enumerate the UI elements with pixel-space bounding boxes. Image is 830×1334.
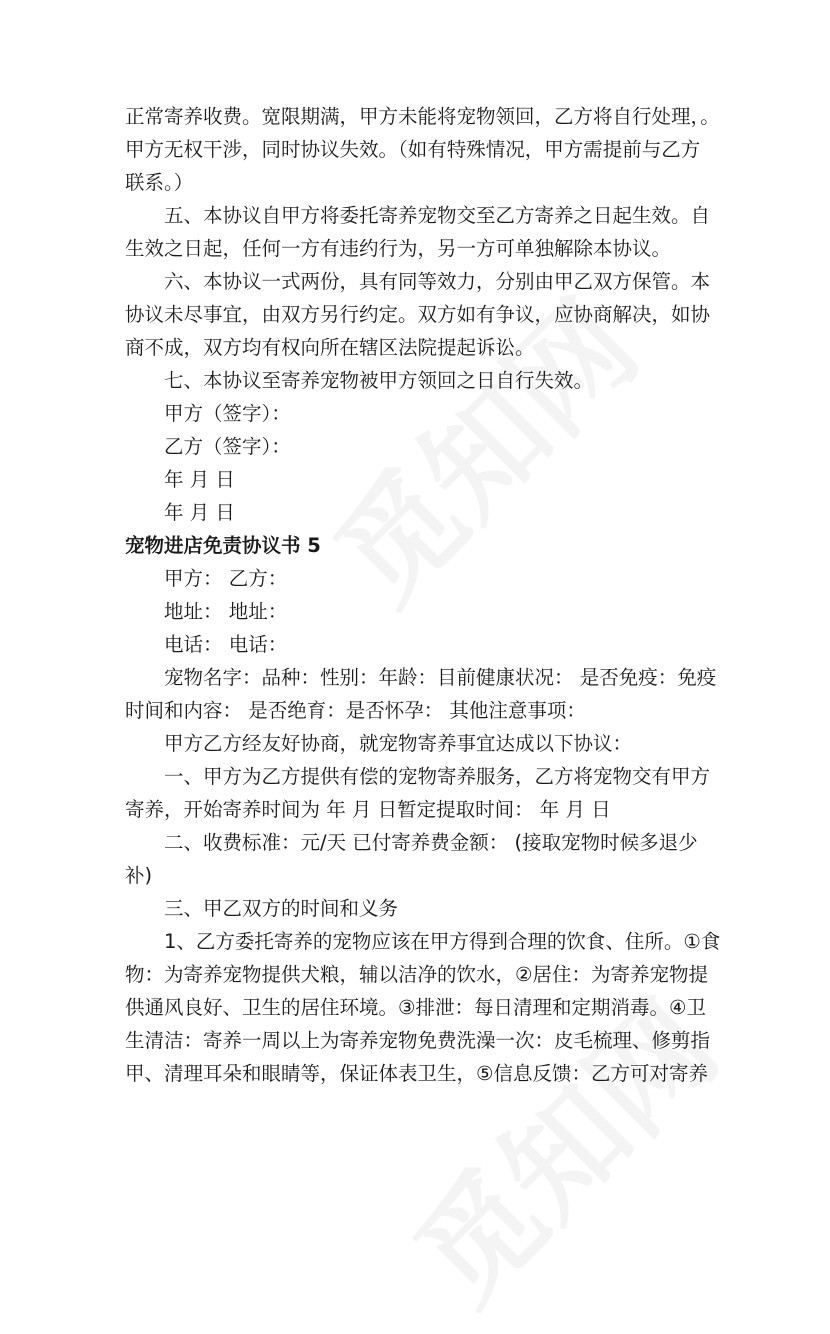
text-line: 协议未尽事宜，由双方另行约定。双方如有争议，应协商解决，如协 <box>125 303 711 326</box>
text-line: 甲方无权干涉，同时协议失效。（如有特殊情况，甲方需提前与乙方 <box>125 138 701 161</box>
signature-line: 甲方（签字）： <box>164 402 291 425</box>
text-line: 补) <box>125 864 153 887</box>
text-line: 商不成，双方均有权向所在辖区法院提起诉讼。 <box>125 336 535 359</box>
text-line: 地址： 地址： <box>164 600 288 623</box>
text-line: 寄养，开始寄养时间为 年 月 日暂定提取时间： 年 月 日 <box>125 798 611 821</box>
text-line: 甲、清理耳朵和眼睛等，保证体表卫生，⑤信息反馈：乙方可对寄养 <box>125 1062 708 1085</box>
text-line: 生清洁：寄养一周以上为寄养宠物免费洗澡一次：皮毛梳理、修剪指 <box>125 1029 711 1052</box>
section-heading: 宠物进店免责协议书 5 <box>125 534 321 557</box>
text-line: 三、甲乙双方的时间和义务 <box>164 897 399 920</box>
text-line: 宠物名字：品种：性别：年龄：目前健康状况： 是否免疫：免疫 <box>164 666 717 689</box>
text-line: 二、收费标准：元/天 已付寄养费金额： (接取宠物时候多退少 <box>164 831 698 854</box>
text-line: 1、乙方委托寄养的宠物应该在甲方得到合理的饮食、住所。①食 <box>164 930 721 953</box>
text-line: 五、本协议自甲方将委托寄养宠物交至乙方寄养之日起生效。自 <box>164 204 711 227</box>
signature-line: 乙方（签字）： <box>164 435 291 458</box>
text-line: 甲方乙方经友好协商，就宠物寄养事宜达成以下协议： <box>164 732 633 755</box>
text-line: 联系。） <box>125 171 194 194</box>
text-line: 七、本协议至寄养宠物被甲方领回之日自行失效。 <box>164 369 594 392</box>
date-line: 年 月 日 <box>164 501 235 524</box>
text-line: 物：为寄养宠物提供犬粮，辅以洁净的饮水，②居住：为寄养宠物提 <box>125 963 708 986</box>
text-line: 一、甲方为乙方提供有偿的宠物寄养服务，乙方将宠物交有甲方 <box>164 765 711 788</box>
text-line: 六、本协议一式两份，具有同等效力，分别由甲乙双方保管。本 <box>164 270 711 293</box>
text-line: 正常寄养收费。宽限期满，甲方未能将宠物领回，乙方将自行处理，。 <box>125 105 720 128</box>
text-line: 甲方： 乙方： <box>164 567 288 590</box>
text-line: 时间和内容： 是否绝育：是否怀孕： 其他注意事项： <box>125 699 586 722</box>
text-line: 生效之日起，任何一方有违约行为，另一方可单独解除本协议。 <box>125 237 672 260</box>
date-line: 年 月 日 <box>164 468 235 491</box>
text-line: 供通风良好、卫生的居住环境。③排泄：每日清理和定期消毒。④卫 <box>125 996 706 1019</box>
text-line: 电话： 电话： <box>164 633 288 656</box>
